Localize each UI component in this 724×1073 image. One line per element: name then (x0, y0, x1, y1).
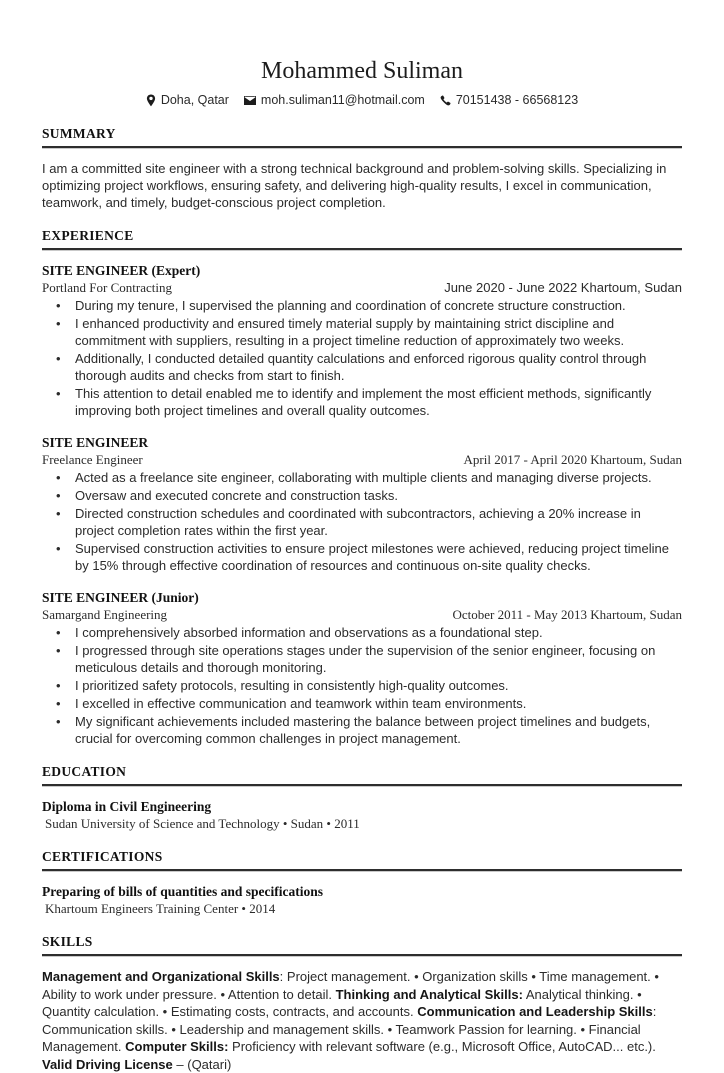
certification-name: Preparing of bills of quantities and specifications (42, 884, 324, 899)
job-bullet: • During my tenure, I supervised the planning and coordination of concrete structure construction. (42, 297, 682, 314)
skills-list-text: : Project management. • Organization skills • Time management. • Ability to work under pressure. • Attention to detail. (42, 969, 659, 1002)
contact-row (42, 92, 682, 109)
skills-heading: SKILLS (42, 934, 682, 956)
contact-location-text: Doha, Qatar (160, 93, 229, 107)
job-bullet: • This attention to detail enabled me to identify and implement the most efficient methods, significantly improving both project timelines and overall quality outcomes. (42, 385, 682, 419)
job-bullet: • I enhanced productivity and ensured timely material supply by maintaining strict discipline and commitment with suppliers, resulting in a project timeline reduction of approximately two weeks. (42, 315, 682, 349)
job-bullet: • Acted as a freelance site engineer, collaborating with multiple clients and managing diverse projects. (42, 469, 682, 486)
job-bullet-list (42, 297, 682, 419)
job-bullet: • I prioritized safety protocols, resulting in consistently high-quality outcomes. (42, 677, 682, 694)
job-bullet: • I excelled in effective communication and teamwork within team environments. (42, 695, 682, 712)
job-bullet-list (42, 469, 682, 574)
phone-icon (440, 95, 451, 106)
job-company: Portland For Contracting (42, 280, 172, 295)
resume-header (42, 56, 682, 109)
contact-email (244, 92, 425, 109)
job-entry-portland (42, 262, 682, 419)
summary-text: I am a committed site engineer with a strong technical background and problem-solving skills. Specializing in optimizing project workflows, ensuring safety, and delivering high-quality results, I excel in communication, teamwork, and timely, budget-conscious project completion. (42, 161, 667, 210)
job-bullet: • Directed construction schedules and coordinated with subcontractors, achieving a 20% increase in project completion rates within the first year. (42, 505, 682, 539)
skills-category-label: Management and Organizational Skills (42, 969, 280, 984)
certification-issuer: Khartoum Engineers Training Center • 2014 (45, 901, 276, 916)
skills-category-label: Computer Skills: (125, 1039, 229, 1054)
certifications-heading: CERTIFICATIONS (42, 849, 682, 871)
section-experience (42, 228, 682, 747)
job-title: SITE ENGINEER (Junior) (42, 590, 199, 605)
job-date-location: October 2011 - May 2013 Khartoum, Sudan (452, 607, 682, 622)
job-bullet: • I comprehensively absorbed information and observations as a foundational step. (42, 624, 682, 641)
skills-list-text: : Communication skills. • Leadership and management skills. • Teamwork Passion for learning. • Financial Management. (42, 1004, 657, 1054)
skills-category-label: Valid Driving License (42, 1056, 173, 1072)
contact-email-text: moh.suliman11@hotmail.com (260, 93, 425, 107)
job-date-location: June 2020 - June 2022 Khartoum, Sudan (444, 280, 682, 295)
skills-list-text: Proficiency with relevant software (e.g., Microsoft Office, AutoCAD... etc.). (228, 1039, 656, 1054)
job-title: SITE ENGINEER (42, 435, 149, 450)
job-company: Samargand Engineering (42, 607, 168, 622)
experience-heading: EXPERIENCE (42, 228, 682, 250)
education-institution: Sudan University of Science and Technology • Sudan • 2011 (45, 816, 360, 831)
job-entry-freelance (42, 434, 682, 574)
skills-list-text: Analytical thinking. • Quantity calculation. • Estimating costs, contracts, and accounts. (42, 986, 642, 1019)
envelope-icon (244, 96, 256, 105)
skills-category-label: Thinking and Analytical Skills: (335, 986, 523, 1002)
job-bullet: • Oversaw and executed concrete and construction tasks. (42, 487, 682, 504)
contact-phone-text: 70151438 - 66568123 (455, 93, 579, 107)
summary-heading: SUMMARY (42, 126, 682, 148)
skills-text (42, 968, 682, 1073)
job-bullet-list (42, 624, 682, 747)
skills-list-text: – (Qatari) (172, 1056, 232, 1072)
skills-category-label: Communication and Leadership Skills (417, 1004, 653, 1019)
education-degree: Diploma in Civil Engineering (42, 799, 212, 814)
section-summary (42, 126, 682, 211)
section-education (42, 764, 682, 832)
job-date-location: April 2017 - April 2020 Khartoum, Sudan (463, 452, 682, 467)
contact-phone (440, 92, 578, 109)
section-certifications (42, 849, 682, 917)
job-company: Freelance Engineer (42, 452, 143, 467)
section-skills (42, 934, 682, 1073)
contact-location (146, 92, 229, 109)
job-bullet: • Additionally, I conducted detailed quantity calculations and enforced rigorous quality control through thorough audits and checks from start to finish. (42, 350, 682, 384)
job-title: SITE ENGINEER (Expert) (42, 263, 201, 278)
location-pin-icon (146, 94, 156, 107)
job-bullet: • I progressed through site operations stages under the supervision of the senior engineer, focusing on meticulous details and thorough monitoring. (42, 642, 682, 676)
education-heading: EDUCATION (42, 764, 682, 786)
job-bullet: • Supervised construction activities to ensure project milestones were achieved, reducing project timeline by 15% through effective coordination of resources and continuous on-site quality checks. (42, 540, 682, 574)
job-entry-samargand (42, 589, 682, 747)
candidate-name: Mohammed Suliman (261, 58, 463, 84)
job-bullet: • My significant achievements included mastering the balance between project timelines and budgets, crucial for overcoming common challenges in project management. (42, 713, 682, 747)
